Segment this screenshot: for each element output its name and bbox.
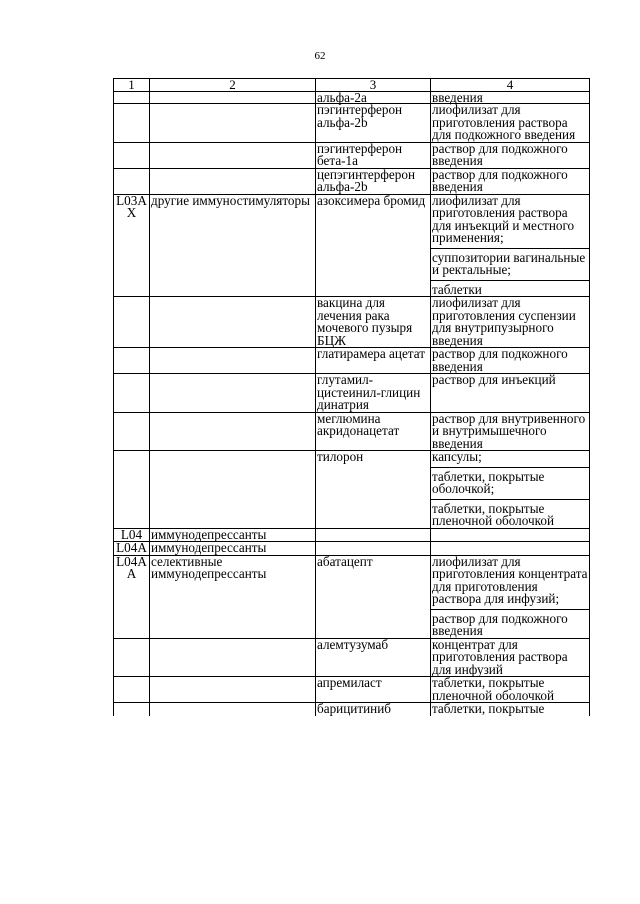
dosage-form: раствор для подкожного введения xyxy=(432,346,568,374)
atc-code-cell: L04 xyxy=(114,528,150,542)
dosage-forms-cell xyxy=(431,542,590,556)
dosage-form: лиофилизат для приготовления раствора для подкожного введения xyxy=(432,102,576,142)
dosage-form: раствор для инъекций xyxy=(432,372,556,387)
drug-name-cell: вакцина для лечения рака мочевого пузыря БЦЖ xyxy=(316,297,431,348)
table-row xyxy=(114,555,590,638)
drug-name-cell: апремиласт xyxy=(316,677,431,703)
atc-code-cell xyxy=(114,104,150,143)
dosage-form: концентрат для приготовления раствора для инфузий xyxy=(432,636,568,677)
drug-name-cell xyxy=(316,528,431,542)
dosage-form: раствор для подкожного введения xyxy=(432,166,568,194)
atc-code-cell xyxy=(114,638,150,677)
column-header: 1 xyxy=(114,79,150,92)
group-name-cell: селективные иммунодепрессанты xyxy=(150,555,316,638)
group-name-cell: другие иммуностимуляторы xyxy=(150,194,316,297)
drug-name-cell: глутамил-цистеинил-глицин динатрия xyxy=(316,374,431,413)
drug-name-cell: барицитиниб xyxy=(316,703,431,716)
table-row xyxy=(114,703,590,716)
table-row xyxy=(114,638,590,677)
atc-code-cell xyxy=(114,348,150,374)
dosage-form: раствор для внутривенного и внутримышечного введения xyxy=(432,410,586,451)
group-name-cell xyxy=(150,703,316,716)
drug-name-cell: альфа-2а xyxy=(316,92,431,104)
table-row xyxy=(114,348,590,374)
dosage-form: лиофилизат для приготовления концентрата для приготовления раствора для инфузий; xyxy=(432,553,588,606)
atc-code-cell: L03A X xyxy=(114,194,150,297)
drug-name-cell: цепэгинтерферон альфа-2b xyxy=(316,168,431,194)
table-row xyxy=(114,542,590,556)
atc-code-cell xyxy=(114,168,150,194)
drug-name-cell: пэгинтерферон альфа-2b xyxy=(316,104,431,143)
group-name-cell xyxy=(150,374,316,413)
page-number: 62 xyxy=(314,50,326,62)
dosage-forms-cell xyxy=(431,194,590,297)
dosage-forms-cell xyxy=(431,555,590,638)
atc-code-cell xyxy=(114,142,150,168)
atc-code-cell xyxy=(114,92,150,104)
dosage-forms-cell xyxy=(431,703,590,716)
drug-name-cell: глатирамера ацетат xyxy=(316,348,431,374)
dosage-forms-cell xyxy=(431,104,590,143)
dosage-forms-cell xyxy=(431,142,590,168)
dosage-forms-cell xyxy=(431,528,590,542)
dosage-forms-cell xyxy=(431,348,590,374)
dosage-form: лиофилизат для приготовления раствора для инъекций и местного применения; xyxy=(432,192,575,245)
dosage-forms-cell xyxy=(431,297,590,348)
group-name-cell xyxy=(150,348,316,374)
drug-name-cell: алемтузумаб xyxy=(316,638,431,677)
group-name-cell xyxy=(150,451,316,529)
column-header: 2 xyxy=(150,79,316,92)
drug-name-cell: азоксимера бромид xyxy=(316,194,431,297)
dosage-form: капсулы; xyxy=(432,449,482,464)
dosage-form: раствор для подкожного введения xyxy=(431,609,589,638)
atc-code-cell: L04A A xyxy=(114,555,150,638)
atc-code-cell xyxy=(114,451,150,529)
dosage-form: таблетки, покрытые xyxy=(432,702,545,716)
dosage-forms-cell xyxy=(431,412,590,451)
group-name-cell: иммунодепрессанты xyxy=(150,528,316,542)
dosage-forms-cell xyxy=(431,168,590,194)
dosage-forms-cell xyxy=(431,677,590,703)
table-row xyxy=(114,168,590,194)
dosage-forms-cell xyxy=(431,374,590,413)
drug-name-cell: тилорон xyxy=(316,451,431,529)
dosage-form: таблетки, покрытые пленочной оболочкой xyxy=(431,499,589,528)
table-row xyxy=(114,104,590,143)
atc-code-cell xyxy=(114,677,150,703)
atc-code-cell: L04A xyxy=(114,542,150,556)
group-name-cell xyxy=(150,412,316,451)
atc-code-cell xyxy=(114,412,150,451)
atc-code-cell xyxy=(114,703,150,716)
dosage-forms-cell xyxy=(431,451,590,529)
dosage-form: введения xyxy=(432,90,483,105)
drug-name-cell: меглюмина акридонацетат xyxy=(316,412,431,451)
dosage-form: раствор для подкожного введения xyxy=(432,140,568,168)
group-name-cell xyxy=(150,168,316,194)
table-row xyxy=(114,412,590,451)
dosage-form: суппозитории вагинальные и ректальные; xyxy=(431,248,589,277)
group-name-cell xyxy=(150,638,316,677)
dosage-form: таблетки, покрытые пленочной оболочкой xyxy=(432,675,555,703)
drug-name-cell: пэгинтерферон бета-1а xyxy=(316,142,431,168)
drug-name-cell: абатацепт xyxy=(316,555,431,638)
dosage-forms-cell xyxy=(431,638,590,677)
table-row xyxy=(114,194,590,297)
dosage-form: таблетки, покрытые оболочкой; xyxy=(431,467,589,496)
table-row xyxy=(114,374,590,413)
group-name-cell xyxy=(150,104,316,143)
table-row xyxy=(114,677,590,703)
atc-code-cell xyxy=(114,374,150,413)
table-row xyxy=(114,451,590,529)
group-name-cell xyxy=(150,297,316,348)
column-header: 3 xyxy=(316,79,431,92)
dosage-form: таблетки xyxy=(431,280,589,297)
group-name-cell: иммунодепрессанты xyxy=(150,542,316,556)
group-name-cell xyxy=(150,677,316,703)
drug-name-cell xyxy=(316,542,431,556)
column-header: 4 xyxy=(431,79,590,92)
atc-code-cell xyxy=(114,297,150,348)
dosage-form: лиофилизат для приготовления суспензии для внутрипузырного введения xyxy=(432,295,576,348)
group-name-cell xyxy=(150,142,316,168)
group-name-cell xyxy=(150,92,316,104)
drug-table xyxy=(113,78,590,716)
table-row xyxy=(114,142,590,168)
table-row xyxy=(114,297,590,348)
